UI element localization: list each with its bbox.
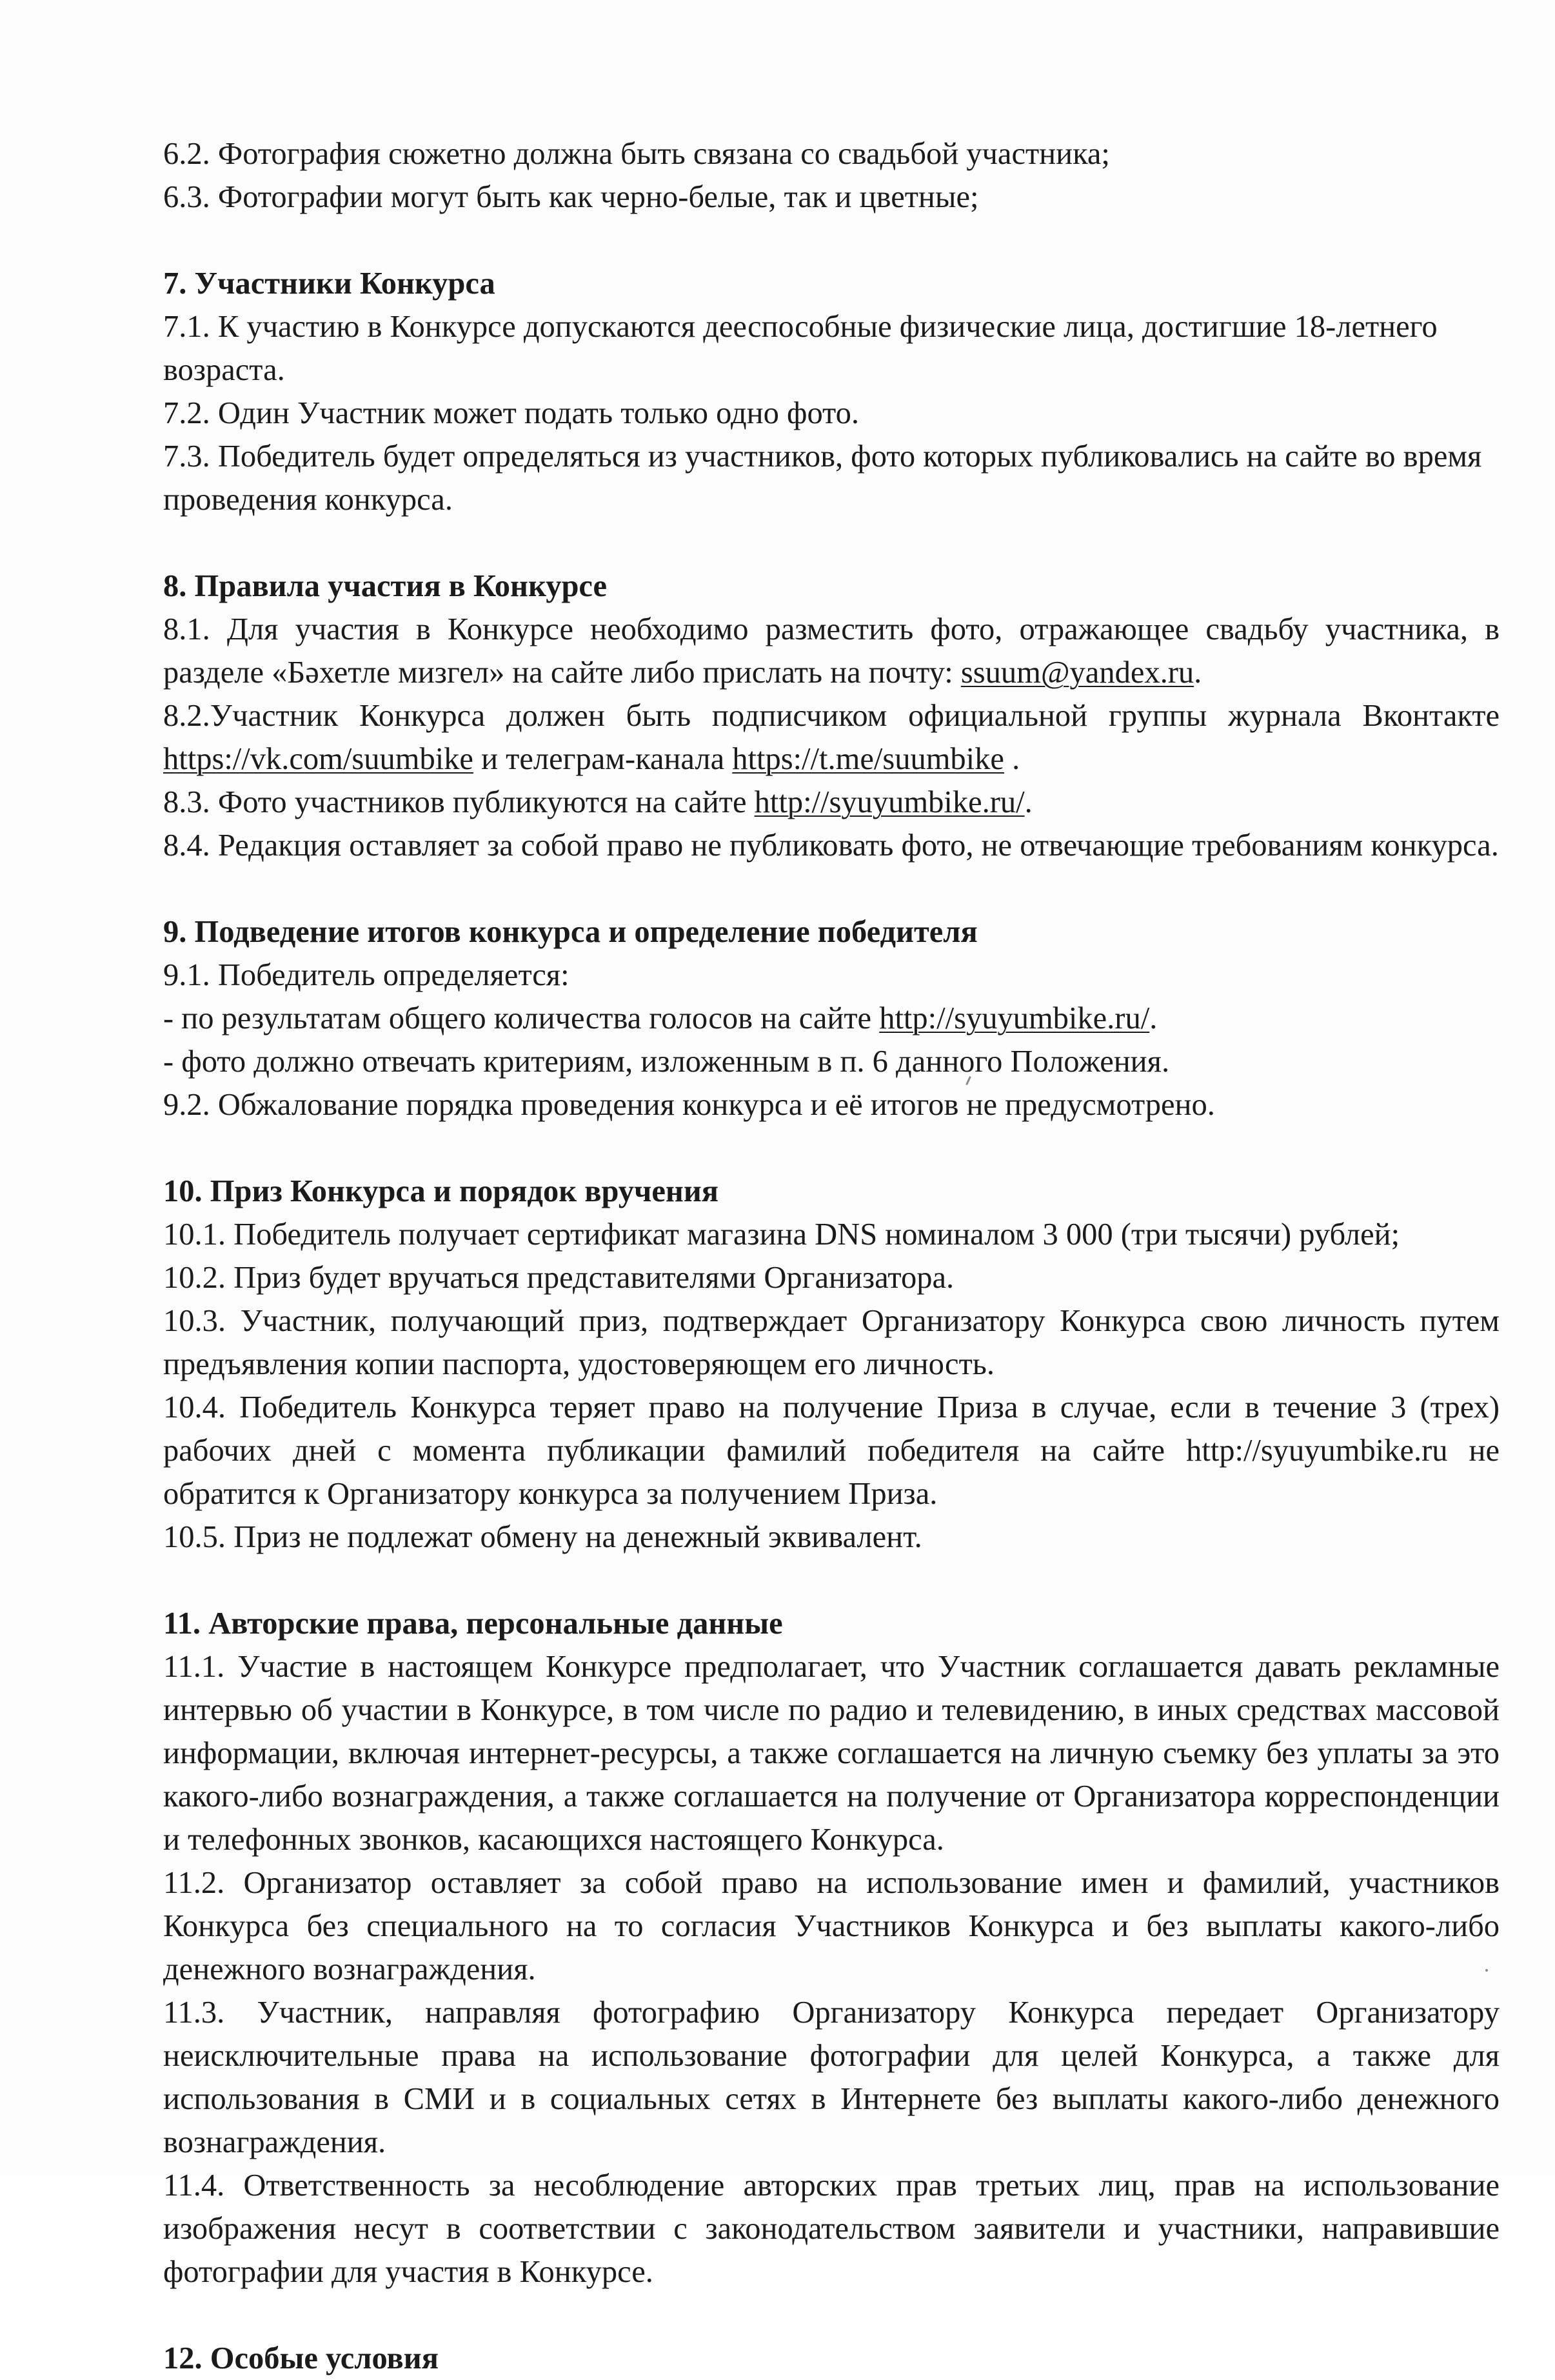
clause-10-2: 10.2. Приз будет вручаться представителями Организатора.	[163, 1261, 955, 1295]
clause-10-4: 10.4. Победитель Конкурса теряет право на получение Приза в случае, если в течение 3 (трех) рабочих дней с момента публикации фамилий победителя на сайте http://syuyumbike.ru не обратится к Организатору конкурса за получением Приза.	[163, 1390, 1500, 1511]
telegram-link[interactable]: https://t.me/suumbike	[732, 742, 1004, 776]
clause-9-1-bullet-2: - фото должно отвечать критериям, изложенным в п. 6 данного Положения.	[163, 1045, 1170, 1079]
clause-9-1: 9.1. Победитель определяется:	[163, 958, 570, 992]
clause-10-5: 10.5. Приз не подлежат обмену на денежный эквивалент.	[163, 1520, 922, 1554]
section-9-heading: 9. Подведение итогов конкурса и определение победителя	[163, 915, 978, 949]
clause-11-1: 11.1. Участие в настоящем Конкурсе предполагает, что Участник соглашается давать рекламные интервью об участии в Конкурсе, в том числе по радио и телевидению, в иных средствах массовой информации, включая интернет-ресурсы, а также соглашается на личную съемку без уплаты за это какого-либо вознаграждения, а также соглашается на получение от Организатора корреспонденции и телефонных звонков, касающихся настоящего Конкурса.	[163, 1650, 1500, 1857]
clause-8-4: 8.4. Редакция оставляет за собой право не публиковать фото, не отвечающие требованиям конкурса.	[163, 828, 1499, 863]
clause-11-2: 11.2. Организатор оставляет за собой право на использование имен и фамилий, участников Конкурса без специального на то согласия Участников Конкурса и без выплаты какого-либо денежного вознаграждения.	[163, 1866, 1500, 1986]
clause-6-3: 6.3. Фотографии могут быть как черно-белые, так и цветные;	[163, 180, 979, 214]
clause-8-2: 8.2.Участник Конкурса должен быть подписчиком официальной группы журнала Вконтакте https://vk.com/suumbike и телеграм-канала https://t.me/suumbike .	[163, 699, 1500, 776]
site-link[interactable]: http://syuyumbike.ru/	[754, 785, 1025, 819]
clause-10-1: 10.1. Победитель получает сертификат магазина DNS номиналом 3 000 (три тысячи) рублей;	[163, 1217, 1400, 1252]
clause-7-1: 7.1. К участию в Конкурсе допускаются дееспособные физические лица, достигшие 18-летнего возраста.	[163, 310, 1438, 387]
section-10-heading: 10. Приз Конкурса и порядок вручения	[163, 1174, 719, 1208]
email-link[interactable]: ssuum@yandex.ru	[960, 655, 1194, 690]
clause-9-2: 9.2. Обжалование порядка проведения конкурса и её итогов не предусмотрено.	[163, 1088, 1215, 1122]
document-body	[163, 132, 1500, 2380]
clause-10-3: 10.3. Участник, получающий приз, подтверждает Организатору Конкурса свою личность путем предъявления копии паспорта, удостоверяющем его личность.	[163, 1304, 1500, 1381]
clause-6-2: 6.2. Фотография сюжетно должна быть связана со свадьбой участника;	[163, 137, 1110, 171]
clause-7-3: 7.3. Победитель будет определяться из участников, фото которых публиковались на сайте во время проведения конкурса.	[163, 439, 1482, 517]
clause-8-3: 8.3. Фото участников публикуются на сайте http://syuyumbike.ru/.	[163, 785, 1033, 819]
section-8-heading: 8. Правила участия в Конкурсе	[163, 569, 608, 603]
section-12-heading: 12. Особые условия	[163, 2341, 439, 2375]
clause-8-1: 8.1. Для участия в Конкурсе необходимо разместить фото, отражающее свадьбу участника, в разделе «Бәхетле мизгел» на сайте либо прислать на почту: ssuum@yandex.ru.	[163, 612, 1500, 690]
section-7-heading: 7. Участники Конкурса	[163, 266, 495, 301]
clause-7-2: 7.2. Один Участник может подать только одно фото.	[163, 396, 859, 430]
clause-11-3: 11.3. Участник, направляя фотографию Организатору Конкурса передает Организатору неисключительные права на использование фотографии для целей Конкурса, а также для использования в СМИ и в социальных сетях в Интернете без выплаты какого-либо денежного вознаграждения.	[163, 1995, 1500, 2159]
vk-link[interactable]: https://vk.com/suumbike	[163, 742, 473, 776]
section-11-heading: 11. Авторские права, персональные данные	[163, 1606, 783, 1641]
site-link[interactable]: http://syuyumbike.ru/	[879, 1001, 1150, 1035]
clause-11-4: 11.4. Ответственность за несоблюдение авторских прав третьих лиц, прав на использование изображения несут в соответствии с законодательством заявители и участники, направившие фотографии для участия в Конкурсе.	[163, 2168, 1500, 2289]
clause-9-1-bullet-1: - по результатам общего количества голосов на сайте http://syuyumbike.ru/.	[163, 1001, 1158, 1035]
